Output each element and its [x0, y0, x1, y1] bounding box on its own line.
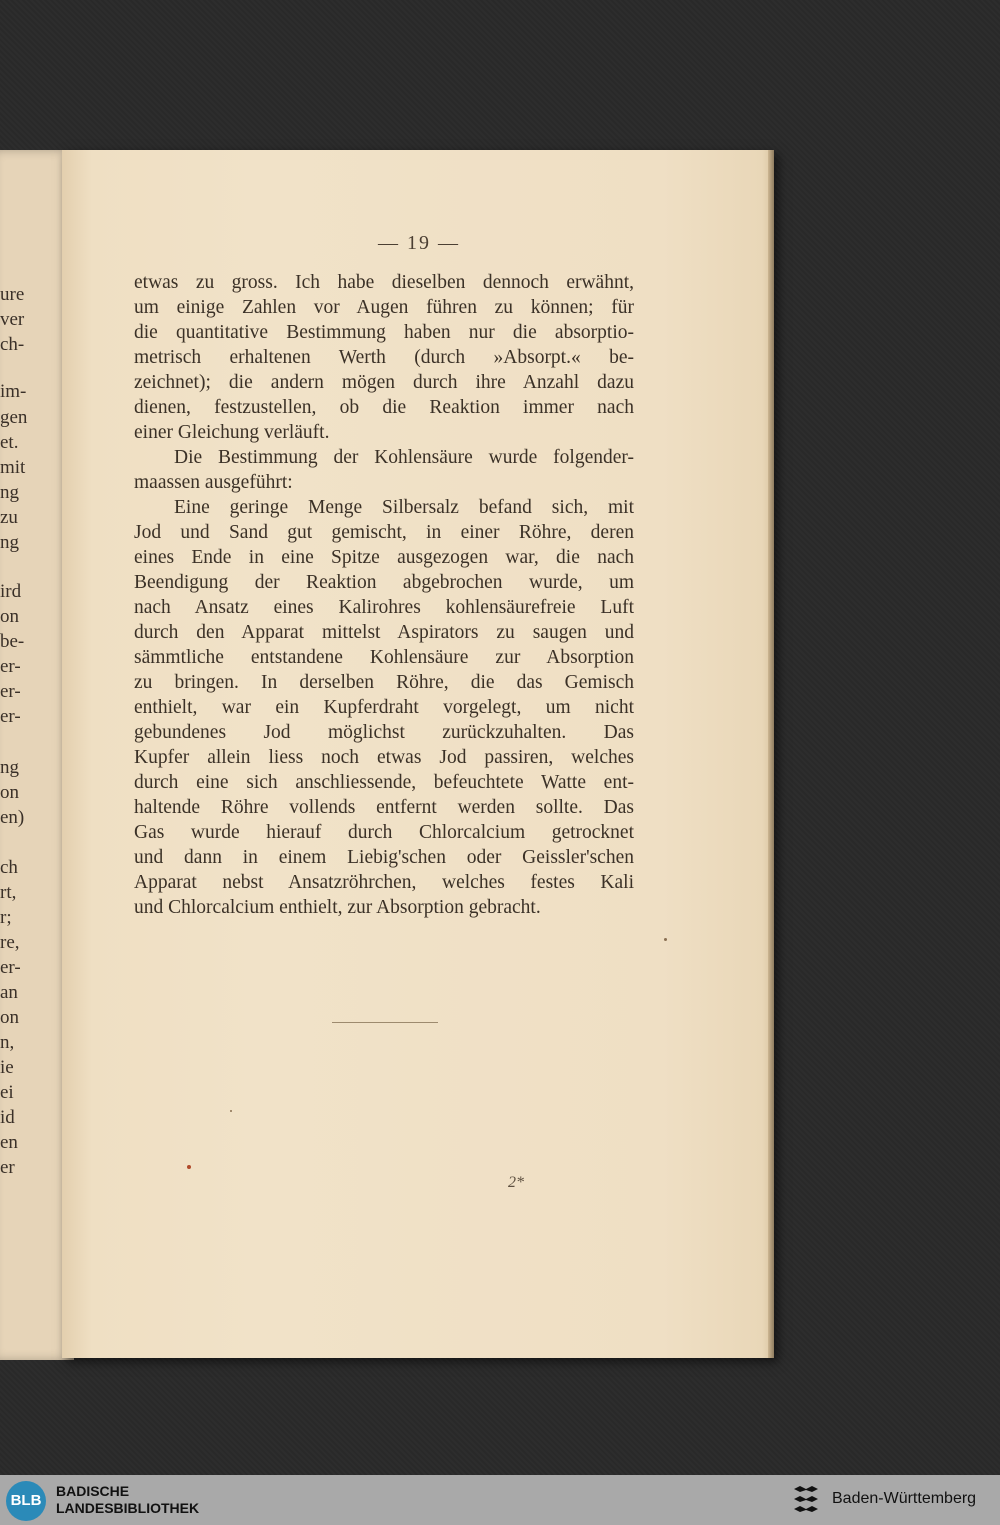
paper-speck [664, 938, 667, 941]
text-line: durch den Apparat mittelst Aspirators zu saugen und [134, 622, 634, 643]
library-name-line1: BADISCHE [56, 1483, 130, 1499]
text-line: eines Ende in eine Spitze ausgezogen war, die nach [134, 547, 634, 568]
left-page-fragment: id [0, 1107, 15, 1128]
lions-emblem-icon [790, 1483, 822, 1517]
left-page-fragment: on [0, 606, 19, 627]
text-line: enthielt, war ein Kupferdraht vorgelegt, um nicht [134, 697, 634, 718]
body-text [134, 270, 634, 920]
text-line: durch eine sich anschliessende, befeuchtete Watte ent- [134, 772, 634, 793]
left-page-fragment: er [0, 1157, 15, 1178]
left-page-fragment: ch [0, 857, 18, 878]
text-line: und Chlorcalcium enthielt, zur Absorption gebracht. [134, 897, 541, 918]
paragraph [134, 270, 634, 445]
left-page-fragment: re, [0, 932, 20, 953]
right-page [62, 150, 774, 1358]
left-page-fragment: on [0, 1007, 19, 1028]
blb-logo[interactable]: BLB [6, 1481, 46, 1521]
page-number: — 19 — [378, 232, 460, 254]
text-line: sämmtliche entstandene Kohlensäure zur Absorption [134, 647, 634, 668]
paper-speck [187, 1165, 191, 1169]
left-page-fragment: ird [0, 581, 22, 602]
state-name[interactable]: Baden-Württemberg [832, 1490, 977, 1507]
library-name[interactable] [56, 1483, 199, 1517]
text-line: nach Ansatz eines Kalirohres kohlensäurefreie Luft [134, 597, 634, 618]
left-page-fragment: im- [0, 381, 27, 402]
footer-bar [0, 1475, 1000, 1525]
left-page-fragment: an [0, 982, 18, 1003]
left-page-fragment: n, [0, 1032, 15, 1053]
library-name-line2: LANDESBIBLIOTHEK [56, 1500, 200, 1516]
left-page-fragment: et. [0, 432, 19, 453]
left-page-fragment: zu [0, 507, 18, 528]
text-line: Gas wurde hierauf durch Chlorcalcium getrocknet [134, 822, 634, 843]
text-line: gebundenes Jod möglichst zurückzuhalten. Das [134, 722, 634, 743]
left-page-fragment: en [0, 1132, 18, 1153]
paper-speck [230, 1110, 232, 1112]
left-page-fragment: ie [0, 1057, 14, 1078]
text-line: zeichnet); die andern mögen durch ihre Anzahl dazu [134, 372, 634, 393]
left-page-fragment: en) [0, 807, 25, 828]
text-line: die quantitative Bestimmung haben nur die absorptio- [134, 322, 634, 343]
left-page-fragment: ver [0, 309, 25, 330]
left-page-fragment: ch- [0, 334, 25, 355]
text-line: und dann in einem Liebig'schen oder Geissler'schen [134, 847, 634, 868]
text-line: zu bringen. In derselben Röhre, die das Gemisch [134, 672, 634, 693]
left-page-fragment: er- [0, 957, 21, 978]
text-line: metrisch erhaltenen Werth (durch »Absorpt.« be- [134, 347, 634, 368]
text-line: Jod und Sand gut gemischt, in einer Röhre, deren [134, 522, 634, 543]
left-page-fragment: ng [0, 532, 19, 553]
left-page-fragment: ure [0, 284, 25, 305]
text-line: haltende Röhre vollends entfernt werden sollte. Das [134, 797, 634, 818]
signature-mark: 2* [508, 1174, 524, 1191]
text-line: Apparat nebst Ansatzröhrchen, welches festes Kali [134, 872, 634, 893]
left-page-fragment: er- [0, 681, 21, 702]
page-edge [768, 150, 774, 1358]
left-page-fragment: mit [0, 457, 26, 478]
left-page-fragment: ei [0, 1082, 14, 1103]
left-page-fragment: er- [0, 656, 21, 677]
left-page-fragment: gen [0, 407, 28, 428]
left-page-fragment: r; [0, 907, 12, 928]
text-line: Die Bestimmung der Kohlensäure wurde folgender- [174, 447, 634, 468]
text-line: maassen ausgeführt: [134, 472, 293, 493]
left-page-fragment: ng [0, 757, 19, 778]
text-line: etwas zu gross. Ich habe dieselben dennoch erwähnt, [134, 272, 634, 293]
text-line: einer Gleichung verläuft. [134, 422, 330, 443]
left-page-fragment: on [0, 782, 19, 803]
footer-rule [332, 1022, 438, 1023]
text-line: um einige Zahlen vor Augen führen zu können; für [134, 297, 634, 318]
text-line: Kupfer allein liess noch etwas Jod passiren, welches [134, 747, 634, 768]
left-page-fragment: ng [0, 482, 19, 503]
text-line: Eine geringe Menge Silbersalz befand sich, mit [174, 497, 634, 518]
paragraph [134, 445, 634, 495]
left-page-fragment: rt, [0, 882, 17, 903]
text-line: Beendigung der Reaktion abgebrochen wurde, um [134, 572, 634, 593]
paragraph [134, 495, 634, 920]
left-page-fragment: er- [0, 706, 21, 727]
left-page-fragment: be- [0, 631, 25, 652]
text-line: dienen, festzustellen, ob die Reaktion immer nach [134, 397, 634, 418]
